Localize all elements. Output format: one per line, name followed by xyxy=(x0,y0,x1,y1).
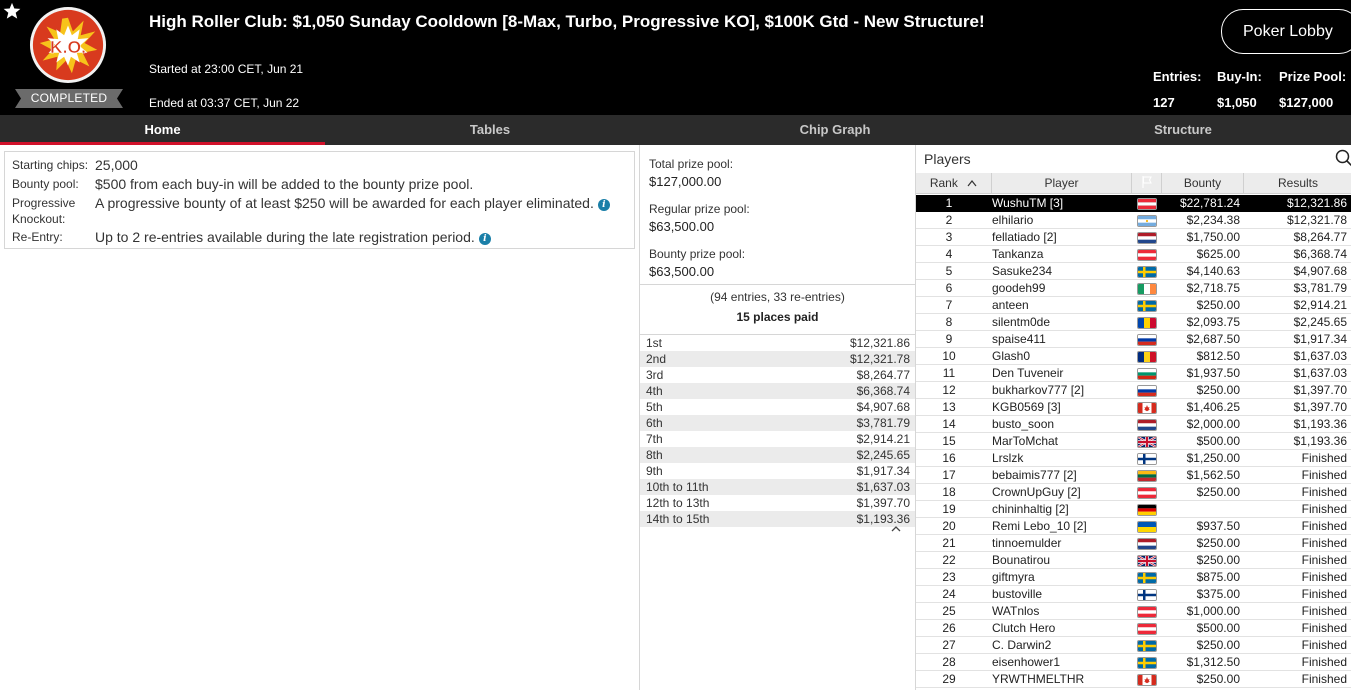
payout-place: 5th xyxy=(646,400,663,414)
payout-place: 8th xyxy=(646,448,663,462)
player-name-cell: eisenhower1 xyxy=(992,655,1061,669)
tournament-info-box xyxy=(4,151,635,249)
payout-row xyxy=(640,511,915,527)
tab-chip-graph[interactable]: Chip Graph xyxy=(799,122,871,137)
payout-amount: $12,321.78 xyxy=(849,352,910,366)
result-cell: Finished xyxy=(1301,502,1347,516)
rank-cell: 14 xyxy=(942,417,956,431)
payout-row xyxy=(640,415,915,431)
player-name-cell: bukharkov777 [2] xyxy=(992,383,1085,397)
chevron-up-icon[interactable] xyxy=(887,522,905,536)
rank-cell: 25 xyxy=(942,604,956,618)
netherlands-flag-icon xyxy=(1137,232,1157,244)
austria-flag-icon xyxy=(1137,623,1157,635)
result-cell: $2,245.65 xyxy=(1293,315,1347,329)
table-row[interactable] xyxy=(916,569,1351,586)
netherlands-flag-icon xyxy=(1137,419,1157,431)
total-prize-pool-value: $127,000.00 xyxy=(649,174,722,189)
player-name-cell: bebaimis777 [2] xyxy=(992,468,1077,482)
info-icon[interactable]: i xyxy=(479,233,491,245)
canada-flag-icon xyxy=(1137,674,1157,686)
progressive-label-line2: Knockout: xyxy=(12,212,66,226)
ireland-flag-icon xyxy=(1137,283,1157,295)
table-row[interactable] xyxy=(916,603,1351,620)
result-cell: $12,321.78 xyxy=(1286,213,1347,227)
rank-cell: 9 xyxy=(945,332,953,346)
finland-flag-icon xyxy=(1137,453,1157,465)
table-row[interactable] xyxy=(916,314,1351,331)
payout-place: 3rd xyxy=(646,368,664,382)
column-header-results[interactable]: Results xyxy=(1277,176,1318,190)
payout-amount: $4,907.68 xyxy=(856,400,910,414)
divider xyxy=(640,284,915,285)
bounty-cell: $375.00 xyxy=(1196,587,1240,601)
tournament-title: High Roller Club: $1,050 Sunday Cooldown [8-Max, Turbo, Progressive KO], $100K Gtd - New Structure! xyxy=(149,12,985,31)
rank-cell: 7 xyxy=(945,298,953,312)
search-icon[interactable] xyxy=(1335,149,1351,167)
bounty-prize-pool-label: Bounty prize pool: xyxy=(649,247,746,261)
logo-text: K.O. xyxy=(49,36,87,57)
player-name-cell: MarToMchat xyxy=(992,434,1059,448)
result-cell: Finished xyxy=(1301,553,1347,567)
table-row[interactable] xyxy=(916,501,1351,518)
rank-cell: 5 xyxy=(945,264,953,278)
player-name-cell: spaise411 xyxy=(992,332,1046,346)
ukraine-flag-icon xyxy=(1137,521,1157,533)
flag-icon xyxy=(1140,175,1154,189)
payout-amount: $8,264.77 xyxy=(856,368,910,382)
result-cell: $12,321.86 xyxy=(1286,196,1347,210)
prizepool-label: Prize Pool: xyxy=(1279,69,1347,84)
payout-row xyxy=(640,463,915,479)
payout-place: 9th xyxy=(646,464,663,478)
result-cell: Finished xyxy=(1301,570,1347,584)
result-cell: Finished xyxy=(1301,621,1347,635)
player-name-cell: Den Tuveneir xyxy=(992,366,1064,380)
result-cell: $1,637.03 xyxy=(1293,366,1347,380)
austria-flag-icon xyxy=(1137,198,1157,210)
bounty-cell: $2,000.00 xyxy=(1186,417,1240,431)
column-header-country[interactable] xyxy=(1132,173,1162,194)
rank-header-label: Rank xyxy=(929,176,958,190)
romania-flag-icon xyxy=(1137,351,1157,363)
tab-structure[interactable]: Structure xyxy=(1154,122,1212,137)
column-header-bounty[interactable]: Bounty xyxy=(1162,173,1244,194)
bounty-cell: $250.00 xyxy=(1196,298,1240,312)
table-row[interactable] xyxy=(916,433,1351,450)
table-row[interactable] xyxy=(916,671,1351,688)
rank-cell: 18 xyxy=(942,485,956,499)
tab-home[interactable]: Home xyxy=(0,115,325,145)
regular-prize-pool-label: Regular prize pool: xyxy=(649,202,750,216)
tournament-header xyxy=(0,0,1351,115)
table-row[interactable] xyxy=(916,246,1351,263)
payout-place: 7th xyxy=(646,432,663,446)
table-row[interactable] xyxy=(916,416,1351,433)
starting-chips-value: 25,000 xyxy=(95,157,138,173)
uk-flag-icon xyxy=(1137,436,1157,448)
rank-cell: 19 xyxy=(942,502,956,516)
status-badge-label: COMPLETED xyxy=(30,91,108,105)
result-cell: $3,781.79 xyxy=(1293,281,1347,295)
bounty-cell: $22,781.24 xyxy=(1179,196,1240,210)
table-row[interactable] xyxy=(916,297,1351,314)
players-title: Players xyxy=(924,151,971,167)
progressive-knockout-field xyxy=(95,195,610,211)
table-row[interactable] xyxy=(916,484,1351,501)
table-row[interactable] xyxy=(916,382,1351,399)
total-prize-pool-label: Total prize pool: xyxy=(649,157,734,171)
sweden-flag-icon xyxy=(1137,657,1157,669)
table-row[interactable] xyxy=(916,348,1351,365)
bounty-cell: $2,687.50 xyxy=(1186,332,1240,346)
player-name-cell: Bounatirou xyxy=(992,553,1051,567)
places-paid: 15 places paid xyxy=(736,310,819,324)
bounty-cell: $2,234.38 xyxy=(1186,213,1240,227)
bounty-prize-pool-value: $63,500.00 xyxy=(649,264,715,279)
rank-cell: 24 xyxy=(942,587,956,601)
russia-flag-icon xyxy=(1137,385,1157,397)
player-name-cell: KGB0569 [3] xyxy=(992,400,1061,414)
player-name-cell: bustoville xyxy=(992,587,1043,601)
payout-place: 6th xyxy=(646,416,663,430)
poker-lobby-button[interactable]: Poker Lobby xyxy=(1221,9,1351,54)
payout-list xyxy=(640,334,915,527)
result-cell: $4,907.68 xyxy=(1293,264,1347,278)
payout-row xyxy=(640,335,915,351)
germany-flag-icon xyxy=(1137,504,1157,516)
rank-cell: 29 xyxy=(942,672,956,686)
argentina-flag-icon xyxy=(1137,215,1157,227)
payout-row xyxy=(640,367,915,383)
player-name-cell: YRWTHMELTHR xyxy=(992,672,1085,686)
bounty-cell: $1,750.00 xyxy=(1186,230,1240,244)
bounty-cell: $4,140.63 xyxy=(1186,264,1240,278)
payout-amount: $6,368.74 xyxy=(856,384,910,398)
payout-row xyxy=(640,383,915,399)
player-name-cell: chininhaltig [2] xyxy=(992,502,1069,516)
player-name-cell: Glash0 xyxy=(992,349,1031,363)
rank-cell: 27 xyxy=(942,638,956,652)
bounty-cell: $1,562.50 xyxy=(1186,468,1240,482)
result-cell: Finished xyxy=(1301,655,1347,669)
payout-row xyxy=(640,479,915,495)
prizepool-value: $127,000 xyxy=(1279,95,1334,110)
russia-flag-icon xyxy=(1137,334,1157,346)
bounty-cell: $250.00 xyxy=(1196,485,1240,499)
payout-place: 4th xyxy=(646,384,663,398)
payout-row xyxy=(640,495,915,511)
reentry-field xyxy=(95,229,491,245)
payout-row xyxy=(640,399,915,415)
bounty-cell: $500.00 xyxy=(1196,621,1240,635)
payout-amount: $1,397.70 xyxy=(856,496,910,510)
payout-amount: $12,321.86 xyxy=(849,336,910,350)
result-cell: Finished xyxy=(1301,468,1347,482)
sweden-flag-icon xyxy=(1137,300,1157,312)
table-row[interactable] xyxy=(916,263,1351,280)
result-cell: $1,637.03 xyxy=(1293,349,1347,363)
bounty-cell: $250.00 xyxy=(1196,672,1240,686)
bounty-cell: $2,093.75 xyxy=(1186,315,1240,329)
bulgaria-flag-icon xyxy=(1137,368,1157,380)
rank-cell: 6 xyxy=(945,281,953,295)
bounty-cell: $250.00 xyxy=(1196,383,1240,397)
bounty-pool-value: $500 from each buy-in will be added to the bounty prize pool. xyxy=(95,176,474,192)
tab-tables[interactable]: Tables xyxy=(469,122,511,137)
rank-cell: 22 xyxy=(942,553,956,567)
rank-cell: 11 xyxy=(942,366,956,380)
payout-amount: $2,245.65 xyxy=(856,448,910,462)
result-cell: Finished xyxy=(1301,604,1347,618)
reentry-label: Re-Entry: xyxy=(12,230,63,244)
payout-place: 10th to 11th xyxy=(646,480,709,494)
payout-place: 1st xyxy=(646,336,663,350)
payout-row xyxy=(640,351,915,367)
bounty-cell: $625.00 xyxy=(1196,247,1240,261)
bounty-cell: $812.50 xyxy=(1196,349,1240,363)
result-cell: $2,914.21 xyxy=(1293,298,1347,312)
bounty-cell: $250.00 xyxy=(1196,553,1240,567)
uk-flag-icon xyxy=(1137,555,1157,567)
austria-flag-icon xyxy=(1137,606,1157,618)
sweden-flag-icon xyxy=(1137,266,1157,278)
rank-cell: 26 xyxy=(942,621,956,635)
players-table-body xyxy=(916,195,1351,688)
buyin-label: Buy-In: xyxy=(1217,69,1262,84)
player-name-cell: anteen xyxy=(992,298,1029,312)
player-name-cell: silentm0de xyxy=(992,315,1051,329)
column-header-rank[interactable] xyxy=(916,173,992,194)
rank-cell: 1 xyxy=(945,196,953,210)
bounty-cell: $1,937.50 xyxy=(1186,366,1240,380)
table-row[interactable] xyxy=(916,195,1351,212)
bounty-cell: $1,250.00 xyxy=(1186,451,1240,465)
rank-cell: 2 xyxy=(945,213,953,227)
payout-place: 14th to 15th xyxy=(646,512,710,526)
rank-cell: 20 xyxy=(942,519,956,533)
player-name-cell: WushuTM [3] xyxy=(992,196,1064,210)
table-row[interactable] xyxy=(916,518,1351,535)
moldova-flag-icon xyxy=(1137,317,1157,329)
payout-amount: $2,914.21 xyxy=(856,432,910,446)
payout-amount: $3,781.79 xyxy=(856,416,910,430)
rank-cell: 28 xyxy=(942,655,956,669)
tab-bar xyxy=(0,115,1351,145)
table-row[interactable] xyxy=(916,365,1351,382)
sweden-flag-icon xyxy=(1137,640,1157,652)
payout-amount: $1,637.03 xyxy=(856,480,910,494)
player-name-cell: tinnoemulder xyxy=(992,536,1062,550)
payout-row xyxy=(640,447,915,463)
prize-pool-panel xyxy=(639,145,915,690)
reentry-value: Up to 2 re-entries available during the late registration period. xyxy=(95,229,475,245)
players-panel xyxy=(915,145,1351,690)
player-name-cell: Lrslzk xyxy=(992,451,1024,465)
bounty-cell: $250.00 xyxy=(1196,536,1240,550)
column-header-player[interactable]: Player xyxy=(992,173,1132,194)
result-cell: $1,397.70 xyxy=(1293,400,1347,414)
table-row[interactable] xyxy=(916,467,1351,484)
players-table-header xyxy=(916,173,1351,194)
result-cell: Finished xyxy=(1301,638,1347,652)
table-row[interactable] xyxy=(916,450,1351,467)
player-name-cell: CrownUpGuy [2] xyxy=(992,485,1081,499)
player-name-cell: C. Darwin2 xyxy=(992,638,1052,652)
result-cell: $1,917.34 xyxy=(1293,332,1347,346)
starting-chips-label: Starting chips: xyxy=(12,158,89,172)
payout-amount: $1,193.36 xyxy=(856,512,910,526)
finland-flag-icon xyxy=(1137,589,1157,601)
table-row[interactable] xyxy=(916,654,1351,671)
table-row[interactable] xyxy=(916,637,1351,654)
player-name-cell: Sasuke234 xyxy=(992,264,1053,278)
rank-cell: 16 xyxy=(942,451,956,465)
payout-place: 12th to 13th xyxy=(646,496,710,510)
rank-cell: 13 xyxy=(942,400,956,414)
buyin-value: $1,050 xyxy=(1217,95,1257,110)
table-row[interactable] xyxy=(916,535,1351,552)
entries-value: 127 xyxy=(1153,95,1175,110)
end-time: Ended at 03:37 CET, Jun 22 xyxy=(149,96,300,110)
progressive-label-line1: Progressive xyxy=(12,196,76,210)
payout-amount: $1,917.34 xyxy=(856,464,910,478)
austria-flag-icon xyxy=(1137,249,1157,261)
player-name-cell: Clutch Hero xyxy=(992,621,1056,635)
result-cell: Finished xyxy=(1301,451,1347,465)
result-cell: Finished xyxy=(1301,519,1347,533)
lithuania-flag-icon xyxy=(1137,470,1157,482)
player-name-cell: Remi Lebo_10 [2] xyxy=(992,519,1087,533)
bounty-cell: $250.00 xyxy=(1196,638,1240,652)
sweden-flag-icon xyxy=(1137,572,1157,584)
rank-cell: 4 xyxy=(945,247,953,261)
player-name-cell: busto_soon xyxy=(992,417,1055,431)
result-cell: Finished xyxy=(1301,485,1347,499)
sort-ascending-icon xyxy=(967,179,977,187)
result-cell: $8,264.77 xyxy=(1293,230,1347,244)
entries-label: Entries: xyxy=(1153,69,1202,84)
result-cell: Finished xyxy=(1301,536,1347,550)
bounty-cell: $2,718.75 xyxy=(1186,281,1240,295)
result-cell: Finished xyxy=(1301,672,1347,686)
result-cell: $1,193.36 xyxy=(1293,434,1347,448)
result-cell: $1,193.36 xyxy=(1293,417,1347,431)
bounty-pool-label: Bounty pool: xyxy=(12,177,79,191)
regular-prize-pool-value: $63,500.00 xyxy=(649,219,715,234)
austria-flag-icon xyxy=(1137,487,1157,499)
table-row[interactable] xyxy=(916,620,1351,637)
rank-cell: 3 xyxy=(945,230,953,244)
rank-cell: 17 xyxy=(942,468,956,482)
table-row[interactable] xyxy=(916,280,1351,297)
bounty-cell: $1,312.50 xyxy=(1186,655,1240,669)
bounty-cell: $875.00 xyxy=(1196,570,1240,584)
progressive-knockout-value: A progressive bounty of at least $250 will be awarded for each player eliminated. xyxy=(95,195,594,211)
favorite-star-icon[interactable] xyxy=(3,2,21,20)
info-icon[interactable]: i xyxy=(598,199,610,211)
player-name-cell: WATnlos xyxy=(992,604,1040,618)
start-time: Started at 23:00 CET, Jun 21 xyxy=(149,62,304,76)
player-name-cell: goodeh99 xyxy=(992,281,1046,295)
bounty-cell: $1,406.25 xyxy=(1186,400,1240,414)
table-row[interactable] xyxy=(916,331,1351,348)
entries-note: (94 entries, 33 re-entries) xyxy=(710,290,845,304)
result-cell: $6,368.74 xyxy=(1293,247,1347,261)
payout-row xyxy=(640,431,915,447)
payout-place: 2nd xyxy=(646,352,667,366)
result-cell: Finished xyxy=(1301,587,1347,601)
player-name-cell: giftmyra xyxy=(992,570,1035,584)
rank-cell: 15 xyxy=(942,434,956,448)
bounty-cell: $500.00 xyxy=(1196,434,1240,448)
player-name-cell: fellatiado [2] xyxy=(992,230,1057,244)
knockout-logo-icon xyxy=(29,6,107,84)
rank-cell: 23 xyxy=(942,570,956,584)
status-badge xyxy=(15,89,123,108)
player-name-cell: elhilario xyxy=(992,213,1034,227)
table-row[interactable] xyxy=(916,229,1351,246)
rank-cell: 8 xyxy=(945,315,953,329)
table-row[interactable] xyxy=(916,212,1351,229)
table-row[interactable] xyxy=(916,586,1351,603)
progressive-knockout-label xyxy=(12,196,96,226)
player-name-cell: Tankanza xyxy=(992,247,1044,261)
result-cell: $1,397.70 xyxy=(1293,383,1347,397)
netherlands-flag-icon xyxy=(1137,538,1157,550)
bounty-cell: $1,000.00 xyxy=(1186,604,1240,618)
canada-flag-icon xyxy=(1137,402,1157,414)
bounty-cell: $937.50 xyxy=(1196,519,1240,533)
table-row[interactable] xyxy=(916,399,1351,416)
rank-cell: 10 xyxy=(942,349,956,363)
rank-cell: 21 xyxy=(942,536,956,550)
rank-cell: 12 xyxy=(942,383,956,397)
table-row[interactable] xyxy=(916,552,1351,569)
